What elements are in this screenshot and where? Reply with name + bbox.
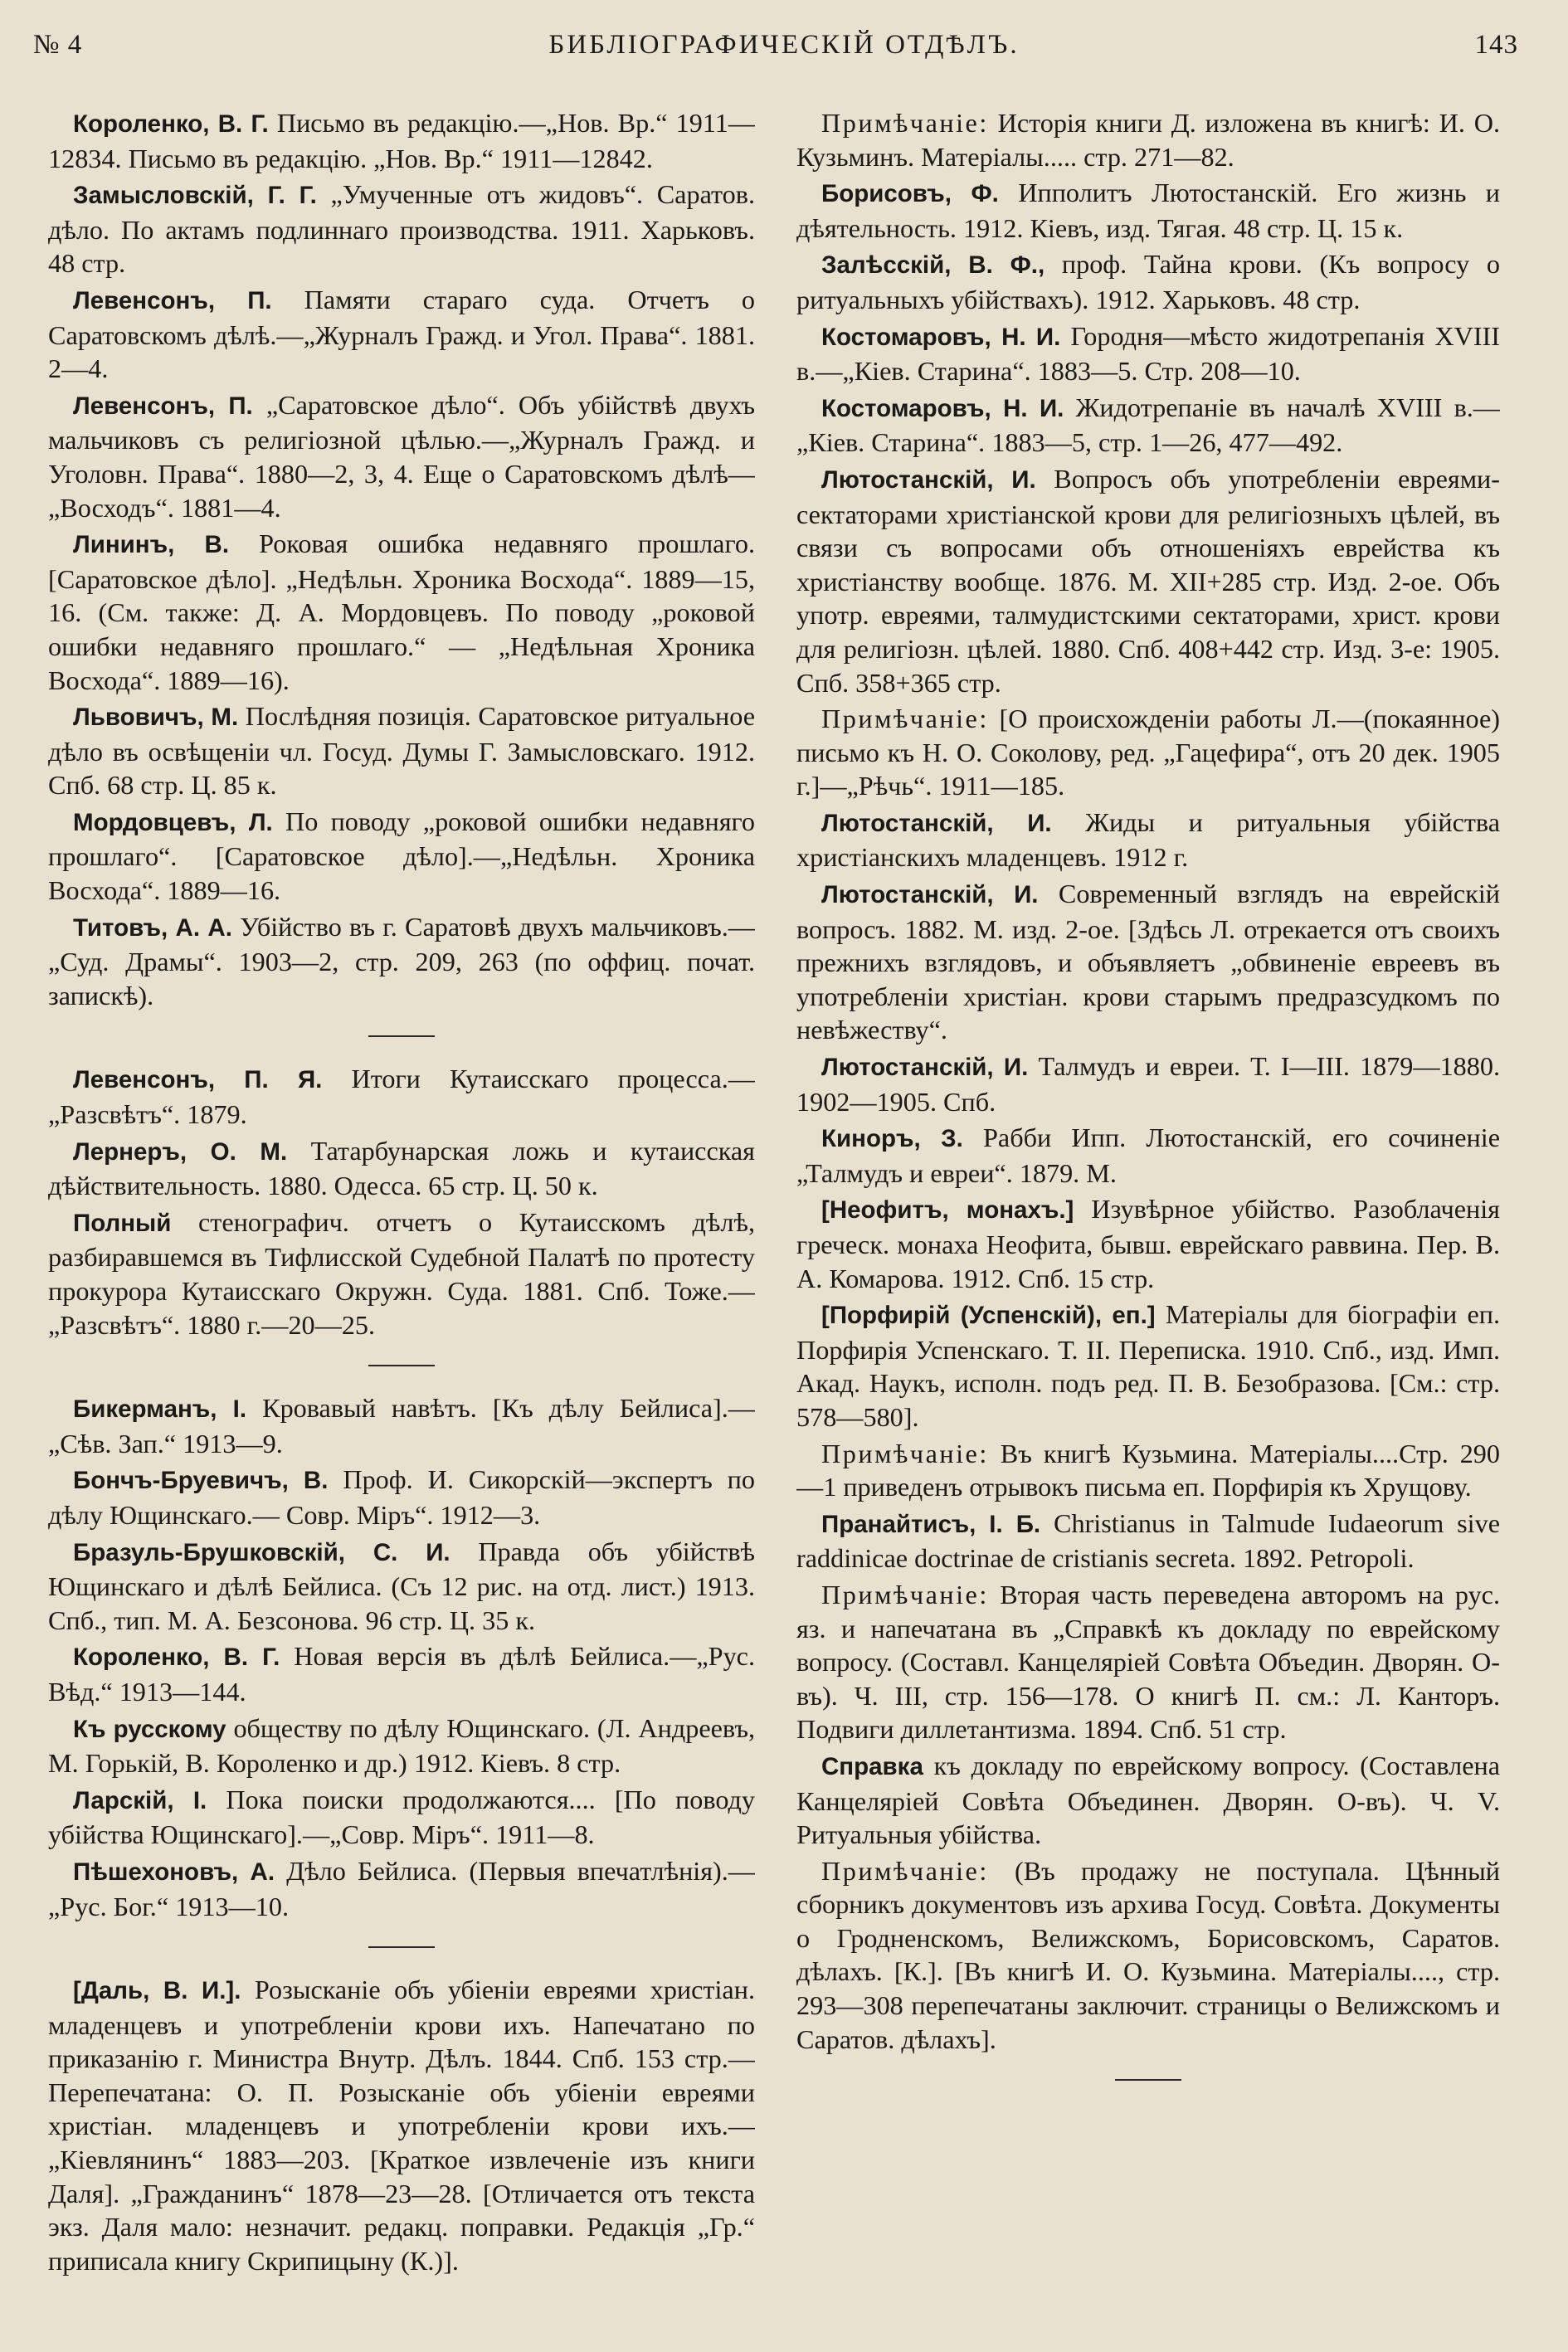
running-header <box>33 25 1535 71</box>
entry-text: Татарбунарская ложь и кутаисская дѣйствительность. 1880. Одесса. 65 стр. Ц. 50 к. <box>48 1135 755 1201</box>
bibliography-entry <box>48 1205 755 1342</box>
bibliography-entry <box>796 319 1500 388</box>
entry-author: Справка <box>821 1752 923 1780</box>
section-separator <box>368 1365 435 1366</box>
bibliography-entry <box>48 910 755 1013</box>
bibliography-entry <box>48 527 755 697</box>
entry-text: къ докладу по еврейскому вопросу. (Составлена Канцеляріей Совѣта Объединен. Дворян. О-въ). Ч. V. Ритуальныя убійства. <box>796 1750 1500 1850</box>
bibliography-entry <box>48 1712 755 1780</box>
entry-text: Вопросъ объ употребленіи евреями-сектаторами христіанской крови для религіозныхъ цѣлей, въ связи съ вопросами объ отношеніяхъ еврейства къ христіанству вообще. 1876. М. XII+285 стр. Изд. 2-ое. Объ употр. евреями, талмудистскими сектаторами, христ. крови для религіозн. цѣлей. 1880. Спб. 408+442 стр. Изд. 3-е: 1905. Спб. 358+365 стр. <box>796 463 1500 698</box>
entry-text: Ипполитъ Лютостанскій. Его жизнь и дѣятельность. 1912. Кіевъ, изд. Тягая. 48 стр. Ц. 15 к. <box>796 178 1500 243</box>
entry-text: „Умученные отъ жидовъ“. Саратов. дѣло. По актамъ подлиннаго производства. 1911. Харьковъ. 48 стр. <box>48 179 755 279</box>
entry-text: [О происхожденіи работы Л.—(покаянное) письмо къ Н. О. Соколову, ред. „Гацефира“, отъ 20 дек. 1905 г.]—„Рѣчь“. 1911—185. <box>796 704 1500 801</box>
bibliography-entry <box>48 388 755 524</box>
entry-text: Проф. И. Сикорскій—экспертъ по дѣлу Ющинскаго.— Совр. Міръ“. 1912—3. <box>48 1464 755 1530</box>
section-separator <box>1115 2079 1181 2081</box>
entry-text: Роковая ошибка недавняго прошлаго. [Саратовское дѣло]. „Недѣльн. Хроника Восхода“. 1889—15, 16. (См. также: Д. А. Мордовцевъ. По поводу „роковой ошибки недавняго прошлаго.“ — „Недѣльная Хроника Восхода“. 1889—16). <box>48 528 755 695</box>
bibliography-entry <box>48 1973 755 2277</box>
entry-author: Левенсонъ, П. Я. <box>73 1066 323 1094</box>
bibliography-entry <box>48 1535 755 1638</box>
entry-text: стенографич. отчетъ о Кутаисскомъ дѣлѣ, разбиравшемся въ Тифлисской Судебной Палатѣ по протесту прокурора Кутаисскаго Окружн. Суда. 1881. Спб. Тоже.—„Разсвѣтъ“. 1880 г.—20—25. <box>48 1206 755 1340</box>
entry-text: Дѣло Бейлиса. (Первыя впечатлѣнія).—„Рус. Бог.“ 1913—10. <box>48 1855 755 1921</box>
entry-text: Убійство въ г. Саратовѣ двухъ мальчиковъ.—„Суд. Драмы“. 1903—2, стр. 209, 263 (по оффиц. почат. запискѣ). <box>48 911 755 1010</box>
bibliography-entry <box>796 176 1500 245</box>
entry-author: Киноръ, З. <box>821 1125 963 1153</box>
bibliography-entry <box>48 1854 755 1923</box>
entry-text: Рабби Ипп. Лютостанскій, его сочиненіе „Талмудъ и евреи“. 1879. М. <box>796 1122 1500 1188</box>
section-title: БИБЛІОГРАФИЧЕСКІЙ ОТДѢЛЪ. <box>548 30 1020 60</box>
entry-text: Розысканіе объ убіеніи евреями христіан. младенцевъ и употребленіи крови ихъ. Напечатано по приказанію г. Министра Внутр. Дѣлъ. 1844. Спб. 153 стр.—Перепечатана: О. П. Розысканіе объ убіеніи евреями христіан. младенцевъ и употребленіи крови ихъ.—„Кіевлянинъ“ 1883—203. [Краткое извлеченіе изъ книги Даля]. „Гражданинъ“ 1878—23—28. [Отличается отъ текста экз. Даля мало: незначит. редакц. поправки. Редакція „Гр.“ приписала книгу Скрипицыну (К.)]. <box>48 1975 755 2276</box>
entry-author: Лернеръ, О. М. <box>73 1137 288 1166</box>
entry-author: Лининъ, В. <box>73 531 230 559</box>
issue-number: № 4 <box>33 30 83 60</box>
section-separator <box>368 1946 435 1948</box>
bibliography-entry <box>48 1463 755 1531</box>
entry-author: Бразуль-Брушковскій, С. И. <box>73 1538 450 1566</box>
entry-author: Левенсонъ, П. <box>73 392 253 420</box>
entry-author: [Неофитъ, монахъ.] <box>821 1196 1074 1225</box>
entry-author: Львовичъ, М. <box>73 704 239 732</box>
entry-author: Лютостанскій, И. <box>821 465 1036 494</box>
entry-text: Жиды и ритуальныя убійства христіанскихъ младенцевъ. 1912 г. <box>796 806 1500 873</box>
bibliography-entry <box>48 178 755 280</box>
left-column <box>48 106 755 2335</box>
entry-author: Пранайтисъ, І. Б. <box>821 1510 1041 1538</box>
entry-text: Въ книгѣ Кузьмина. Матеріалы....Стр. 290—1 приведенъ отрывокъ письма еп. Порфирія къ Хрущову. <box>796 1438 1500 1502</box>
entry-text: Новая версія въ дѣлѣ Бейлиса.—„Рус. Вѣд.“ 1913—144. <box>48 1641 755 1707</box>
page-number: 143 <box>1474 30 1518 60</box>
entry-author: Костомаровъ, Н. И. <box>821 323 1061 351</box>
entry-text: Кровавый навѣтъ. [Къ дѣлу Бейлиса].—„Сѣв. Зап.“ 1913—9. <box>48 1393 755 1458</box>
bibliography-entry <box>796 1298 1500 1434</box>
entry-note-label: Примѣчаніе: <box>821 1855 989 1886</box>
bibliography-entry <box>796 1121 1500 1190</box>
entry-text: Послѣдняя позиція. Саратовское ритуальное дѣло въ освѣщеніи чл. Госуд. Думы Г. Замысловскаго. 1912. Спб. 68 стр. Ц. 85 к. <box>48 701 755 801</box>
entry-note-label: Примѣчаніе: <box>821 1438 989 1468</box>
entry-author: Титовъ, А. А. <box>73 913 232 942</box>
entry-text: Жидотрепаніе въ началѣ XVIII в.—„Кіев. Старина“. 1883—5, стр. 1—26, 477—492. <box>796 392 1500 458</box>
section-separator <box>368 1035 435 1037</box>
bibliography-entry <box>48 805 755 908</box>
entry-text: Исторія книги Д. изложена въ книгѣ: И. О. Кузьминъ. Матеріалы..... стр. 271—82. <box>796 108 1500 172</box>
bibliography-entry <box>796 1578 1500 1746</box>
entry-author: Лютостанскій, И. <box>821 809 1052 837</box>
entry-text: обществу по дѣлу Ющинскаго. (Л. Андреевъ, М. Горькій, В. Короленко и др.) 1912. Кіевъ. 8 стр. <box>48 1712 755 1779</box>
entry-author: Мордовцевъ, Л. <box>73 808 273 836</box>
entry-text: Городня—мѣсто жидотрепанія XVIII в.—„Кіев. Старина“. 1883—5. Стр. 208—10. <box>796 320 1500 387</box>
entry-text: Вторая часть переведена авторомъ на рус. яз. и напечатана въ „Справкѣ къ докладу по еврейскому вопросу. (Составл. Канцеляріей Совѣта Объедин. Дворян. О-въ). Ч. III, стр. 156—178. О книгѣ П. см.: Л. Канторъ. Подвиги диллетантизма. 1894. Спб. 51 стр. <box>796 1579 1500 1745</box>
bibliography-entry <box>48 1062 755 1131</box>
bibliography-entry <box>796 1192 1500 1295</box>
entry-author: Бикерманъ, І. <box>73 1395 247 1424</box>
bibliography-entry <box>48 1639 755 1708</box>
entry-text: Современный взглядъ на еврейскій вопросъ. 1882. М. изд. 2-ое. [Здѣсь Л. отрекается отъ своихъ прежнихъ взглядовъ, и объявляетъ „обвиненіе евреевъ въ употребленіи христіан. крови старымъ предразсудкомъ по невѣжеству“. <box>796 879 1500 1045</box>
entry-text: „Саратовское дѣло“. Объ убійствѣ двухъ мальчиковъ съ религіозной цѣлью.—„Журналъ Гражд. и Уголовн. Права“. 1880—2, 3, 4. Еще о Саратовскомъ дѣлѣ—„Восходъ“. 1881—4. <box>48 389 755 523</box>
entry-text: Пока поиски продолжаются.... [По поводу убійства Ющинскаго].—„Совр. Міръ“. 1911—8. <box>48 1784 755 1850</box>
entry-text: Изувѣрное убійство. Разоблаченія греческ. монаха Неофита, бывш. еврейскаго раввина. Пер. В. А. Комарова. 1912. Спб. 15 стр. <box>796 1194 1500 1293</box>
entry-text: Памяти стараго суда. Отчетъ о Саратовскомъ дѣлѣ.—„Журналъ Гражд. и Угол. Права“. 1881. 2—4. <box>48 284 755 384</box>
entry-author: Лютостанскій, И. <box>821 881 1039 909</box>
entry-text: Талмудъ и евреи. Т. I—III. 1879—1880. 1902—1905. Спб. <box>796 1051 1500 1117</box>
entry-note-label: Примѣчаніе: <box>821 108 989 138</box>
bibliography-entry <box>796 391 1500 460</box>
entry-text: (Въ продажу не поступала. Цѣнный сборникъ документовъ изъ архива Госуд. Совѣта. Документы о Гродненскомъ, Велижскомъ, Борисовскомъ, Саратов. дѣлахъ. [К.]. [Въ книгѣ И. О. Кузьмина. Матеріалы...., стр. 293—308 перепечатаны заключит. страницы о Велижскомъ и Саратов. дѣлахъ]. <box>796 1855 1500 2054</box>
entry-author: Короленко, В. Г. <box>73 110 269 138</box>
entry-author: [Даль, В. И.]. <box>73 1977 241 2005</box>
bibliography-entry <box>796 1437 1500 1504</box>
bibliography-entry <box>796 1507 1500 1575</box>
entry-text: Матеріалы для біографіи еп. Порфирія Успенскаго. Т. II. Переписка. 1910. Спб., изд. Имп. Акад. Наукъ, исполн. подъ ред. П. В. Безобразова. [См.: стр. 578—580]. <box>796 1299 1500 1432</box>
bibliography-entry <box>48 106 755 175</box>
bibliography-entry <box>48 1391 755 1460</box>
entry-text: Правда объ убійствѣ Ющинскаго и дѣлѣ Бейлиса. (Съ 12 рис. на отд. лист.) 1913. Спб., тип. М. А. Безсонова. 96 стр. Ц. 35 к. <box>48 1536 755 1635</box>
entry-text: Christianus in Talmude Iudaeorum sive raddinicae doctrinae de cristianis secreta. 1892. Petropoli. <box>796 1507 1500 1574</box>
entry-author: Левенсонъ, П. <box>73 286 272 314</box>
bibliography-entry <box>48 699 755 802</box>
entry-author: Бончъ-Бруевичъ, В. <box>73 1467 329 1495</box>
entry-author: Ларскій, І. <box>73 1786 207 1814</box>
bibliography-entry <box>796 1854 1500 2057</box>
bibliography-entry <box>48 283 755 386</box>
entry-author: Короленко, В. Г. <box>73 1643 280 1672</box>
entry-author: [Порфирій (Успенскій), еп.] <box>821 1302 1156 1330</box>
entry-note-label: Примѣчаніе: <box>821 1579 989 1609</box>
entry-author: Залѣсскій, В. Ф., <box>821 251 1045 280</box>
entry-author: Пѣшехоновъ, А. <box>73 1858 275 1886</box>
bibliography-entry <box>796 106 1500 173</box>
entry-text: Итоги Кутаисскаго процесса.—„Разсвѣтъ“. 1879. <box>48 1064 755 1130</box>
entry-note-label: Примѣчаніе: <box>821 704 989 734</box>
bibliography-entry <box>796 1049 1500 1118</box>
entry-author: Къ русскому <box>73 1715 226 1743</box>
entry-author: Костомаровъ, Н. И. <box>821 394 1064 422</box>
bibliography-entry <box>796 877 1500 1047</box>
entry-author: Полный <box>73 1209 172 1237</box>
bibliography-entry <box>796 247 1500 316</box>
right-column <box>796 106 1500 2335</box>
entry-text: По поводу „роковой ошибки недавняго прошлаго“. [Саратовское дѣло].—„Недѣльн. Хроника Восхода“. 1889—16. <box>48 806 755 906</box>
entry-author: Лютостанскій, И. <box>821 1054 1029 1082</box>
entry-text: Письмо въ редакцію.—„Нов. Вр.“ 1911—12834. Письмо въ редакцію. „Нов. Вр.“ 1911—12842. <box>48 108 755 173</box>
entry-author: Замысловскій, Г. Г. <box>73 182 317 210</box>
bibliography-entry <box>796 1749 1500 1852</box>
bibliography-entry <box>796 462 1500 699</box>
bibliography-entry <box>796 702 1500 803</box>
bibliography-entry <box>796 806 1500 874</box>
entry-author: Борисовъ, Ф. <box>821 180 999 208</box>
entry-text: проф. Тайна крови. (Къ вопросу о ритуальныхъ убійствахъ). 1912. Харьковъ. 48 стр. <box>796 249 1500 314</box>
bibliography-entry <box>48 1783 755 1852</box>
bibliography-entry <box>48 1134 755 1203</box>
